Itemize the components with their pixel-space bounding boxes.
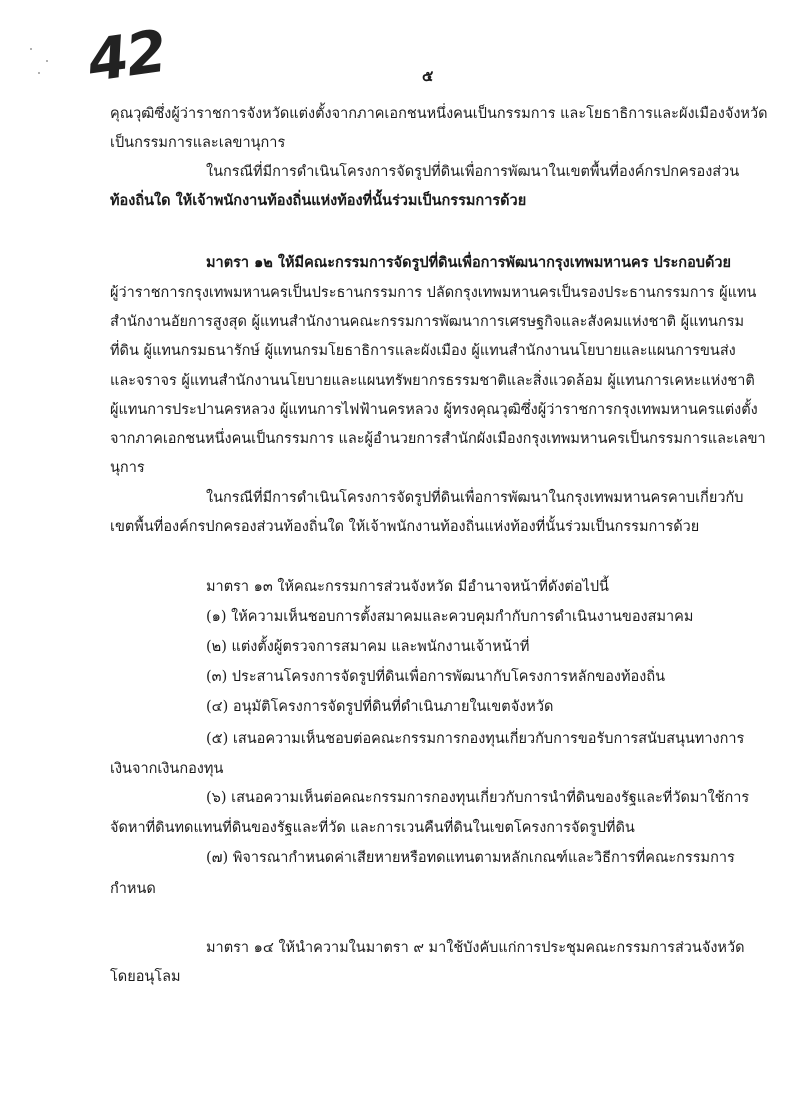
text-line: เงินจากเงินกองทุน: [110, 761, 224, 777]
text-line: โดยอนุโลม: [110, 969, 181, 985]
scan-speck: [38, 72, 40, 74]
list-item: (๕) เสนอความเห็นชอบต่อคณะกรรมการกองทุนเกี่ยวกับการขอรับการสนับสนุนทางการ: [206, 731, 745, 747]
handwritten-page-number: 42: [83, 16, 170, 96]
section-12-heading: มาตรา ๑๒ ให้มีคณะกรรมการจัดรูปที่ดินเพื่อการพัฒนากรุงเทพมหานคร ประกอบด้วย: [206, 254, 732, 271]
text-line: ในกรณีที่มีการดำเนินโครงการจัดรูปที่ดินเพื่อการพัฒนาในกรุงเทพมหานครคาบเกี่ยวกับ: [206, 490, 744, 506]
list-item: (๗) พิจารณากำหนดค่าเสียหายหรือทดแทนตามหลักเกณฑ์และวิธีการที่คณะกรรมการ: [206, 850, 735, 866]
text-line: สำนักงานอัยการสูงสุด ผู้แทนสำนักงานคณะกรรมการพัฒนาการเศรษฐกิจและสังคมแห่งชาติ ผู้แทนกรม: [110, 314, 745, 330]
text-line: ที่ดิน ผู้แทนกรมธนารักษ์ ผู้แทนกรมโยธาธิการและผังเมือง ผู้แทนสำนักงานนโยบายและแผนการขนส่ง: [110, 343, 736, 359]
text-line: กำหนด: [110, 881, 156, 897]
text-line: คุณวุฒิซึ่งผู้ว่าราชการจังหวัดแต่งตั้งจากภาคเอกชนหนึ่งคนเป็นกรรมการ และโยธาธิการและผังเมืองจังหวัด: [110, 106, 768, 122]
text-line: ในกรณีที่มีการดำเนินโครงการจัดรูปที่ดินเพื่อการพัฒนาในเขตพื้นที่องค์กรปกครองส่วน: [206, 164, 740, 180]
text-line: และจราจร ผู้แทนสำนักงานนโยบายและแผนทรัพยากรธรรมชาติและสิ่งแวดล้อม ผู้แทนการเคหะแห่งชาติ: [110, 373, 755, 389]
list-item: (๔) อนุมัติโครงการจัดรูปที่ดินที่ดำเนินภายในเขตจังหวัด: [206, 699, 554, 715]
text-line: ผู้แทนการประปานครหลวง ผู้แทนการไฟฟ้านครหลวง ผู้ทรงคุณวุฒิซึ่งผู้ว่าราชการกรุงเทพมหานครแต่งตั้ง: [110, 402, 758, 418]
section-14-heading: มาตรา ๑๔ ให้นำความในมาตรา ๙ มาใช้บังคับแก่การประชุมคณะกรรมการส่วนจังหวัด: [206, 940, 745, 956]
scan-speck: [46, 60, 48, 62]
list-item: (๑) ให้ความเห็นชอบการตั้งสมาคมและควบคุมกำกับการดำเนินงานของสมาคม: [206, 609, 694, 625]
scan-speck: [30, 48, 32, 50]
text-line: นุการ: [110, 460, 145, 476]
list-item: (๒) แต่งตั้งผู้ตรวจการสมาคม และพนักงานเจ้าหน้าที่: [206, 639, 530, 655]
text-line: ท้องถิ่นใด ให้เจ้าพนักงานท้องถิ่นแห่งท้องที่นั้นร่วมเป็นกรรมการด้วย: [110, 192, 527, 209]
text-line: เป็นกรรมการและเลขานุการ: [110, 135, 286, 151]
list-item: (๓) ประสานโครงการจัดรูปที่ดินเพื่อการพัฒนากับโครงการหลักของท้องถิ่น: [206, 669, 666, 685]
section-13-heading: มาตรา ๑๓ ให้คณะกรรมการส่วนจังหวัด มีอำนาจหน้าที่ดังต่อไปนี้: [206, 579, 609, 595]
text-line: จัดหาที่ดินทดแทนที่ดินของรัฐและที่วัด และการเวนคืนที่ดินในเขตโครงการจัดรูปที่ดิน: [110, 820, 635, 836]
text-line: เขตพื้นที่องค์กรปกครองส่วนท้องถิ่นใด ให้เจ้าพนักงานท้องถิ่นแห่งท้องที่นั้นร่วมเป็นกรรมการด้วย: [110, 519, 700, 535]
page-number: ๕: [422, 67, 434, 85]
text-line: ผู้ว่าราชการกรุงเทพมหานครเป็นประธานกรรมการ ปลัดกรุงเทพมหานครเป็นรองประธานกรรมการ ผู้แทน: [110, 285, 757, 301]
text-line: จากภาคเอกชนหนึ่งคนเป็นกรรมการ และผู้อำนวยการสำนักผังเมืองกรุงเทพมหานครเป็นกรรมการและเลขา: [110, 431, 766, 447]
list-item: (๖) เสนอความเห็นต่อคณะกรรมการกองทุนเกี่ยวกับการนำที่ดินของรัฐและที่วัดมาใช้การ: [206, 790, 750, 806]
